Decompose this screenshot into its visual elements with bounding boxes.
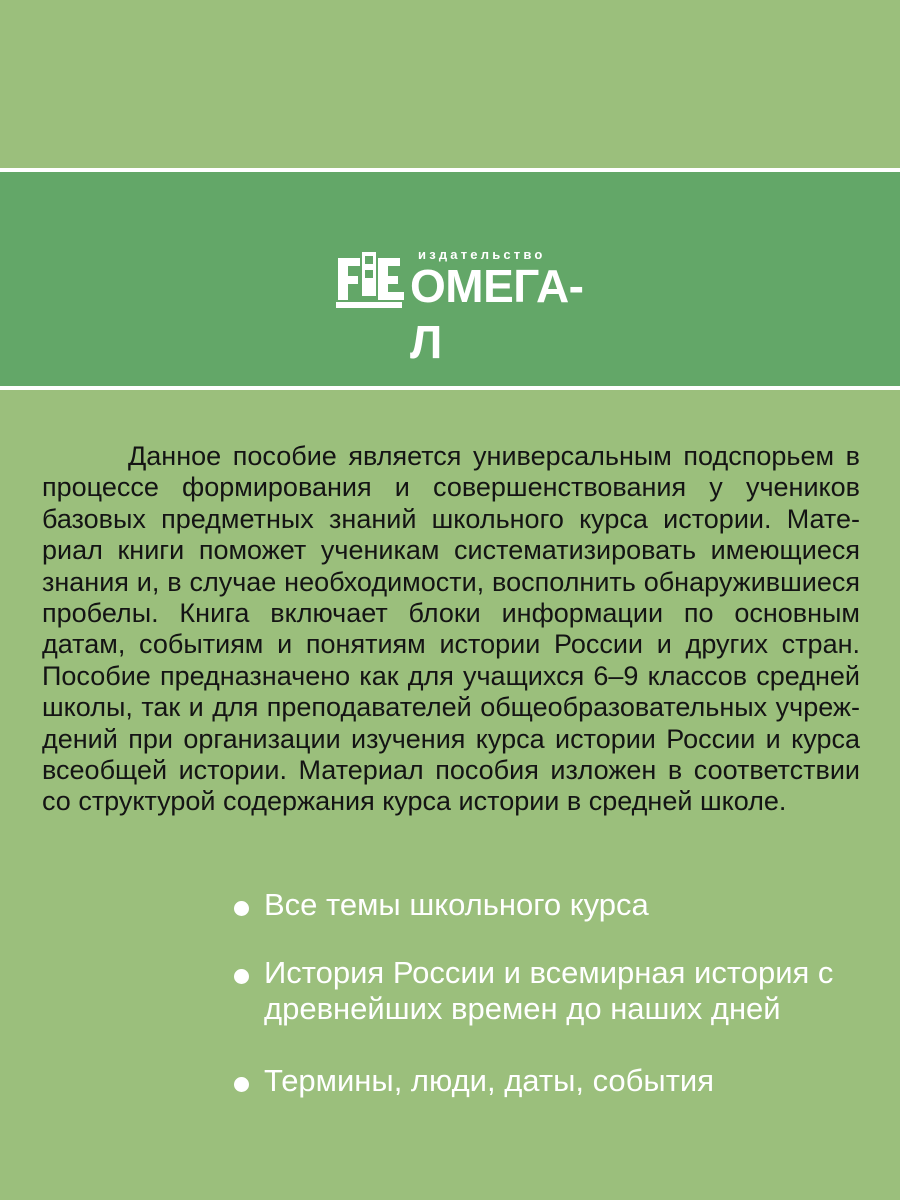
feature-item xyxy=(232,1063,872,1099)
bullet-icon xyxy=(234,901,249,916)
omega-l-monogram-icon xyxy=(334,248,406,310)
feature-list xyxy=(232,887,872,1099)
feature-text: История России и всемирная история с древнейших времен до наших дней xyxy=(264,955,834,1026)
feature-item xyxy=(232,955,872,1027)
feature-item xyxy=(232,887,872,923)
book-description: Данное пособие является универсальным подспорьем в процессе формирования и совершенствования у учеников базовых предметных знаний школьного курса истории. Материал книги поможет ученикам систематизировать имеющиеся знания и, в случае необходимости, восполнить обнаружившиеся пробелы. Книга включает блоки информации по основным датам, событиям и понятиям истории России и других стран. Пособие предназначено как для учащихся 6–9 классов средней школы, так и для преподавателей общеобразовательных учреждений при организации изучения курса истории России и курса всеобщей истории. Материал пособия изложен в соответствии со структурой содержания курса истории в средней школе. xyxy=(42,441,860,817)
bullet-icon xyxy=(234,969,249,984)
bullet-icon xyxy=(234,1077,249,1092)
publisher-logo xyxy=(334,244,614,368)
publisher-subtitle: издательство xyxy=(418,247,546,262)
feature-text: Термины, люди, даты, события xyxy=(264,1063,714,1098)
publisher-name: ОМЕГА-Л xyxy=(410,260,584,368)
feature-text: Все темы школьного курса xyxy=(264,887,649,922)
